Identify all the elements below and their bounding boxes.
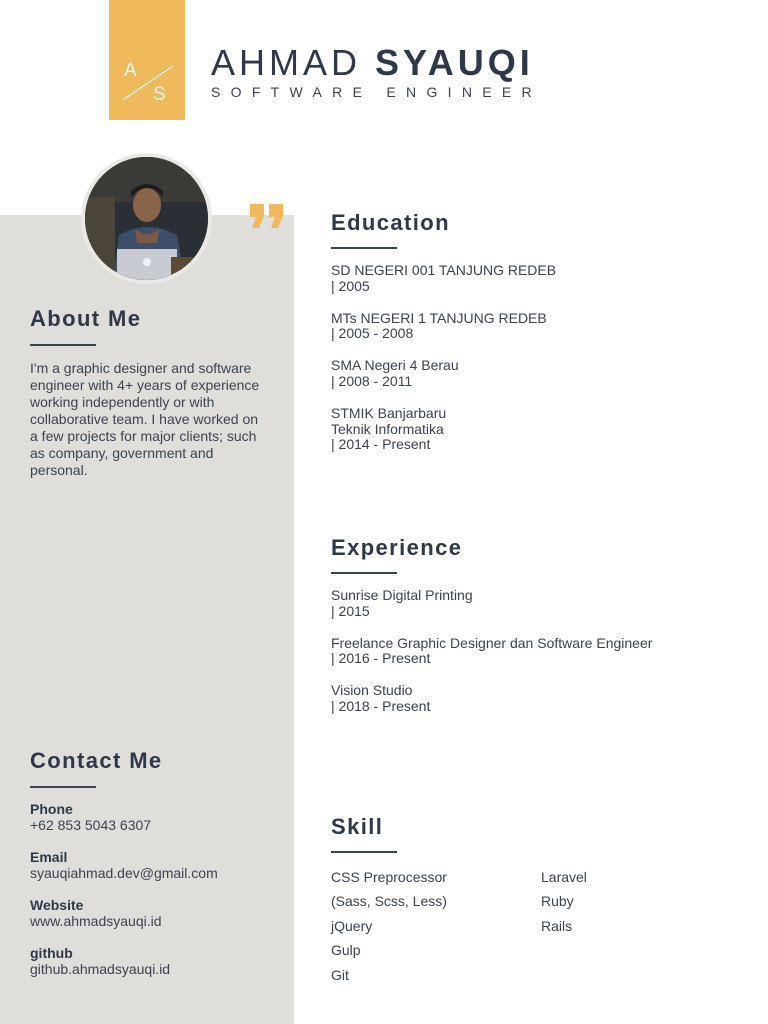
skill-item: Laravel	[541, 869, 587, 885]
contact-value: github.ahmadsyauqi.id	[30, 961, 171, 977]
skill-item: Ruby	[541, 893, 574, 910]
experience-company: Vision Studio	[331, 682, 413, 699]
contact-list	[30, 801, 280, 993]
about-divider	[30, 344, 96, 346]
education-years: | 2008 - 2011	[331, 372, 413, 389]
skill-item: CSS Preprocessor	[331, 869, 447, 885]
monogram-letter-a: A	[124, 60, 137, 81]
skill-item: Git	[331, 966, 349, 983]
education-entry	[331, 263, 751, 295]
education-title: Education	[331, 210, 450, 235]
skill-item: (Sass, Scss, Less)	[331, 893, 447, 910]
contact-item-email	[30, 849, 280, 881]
education-years: | 2005	[331, 277, 370, 294]
experience-company: Sunrise Digital Printing	[331, 587, 473, 603]
contact-label: Phone	[30, 801, 73, 817]
contact-value: +62 853 5043 6307	[30, 817, 152, 833]
experience-list	[331, 588, 751, 731]
experience-entry	[331, 588, 751, 620]
contact-value: syauqiahmad.dev@gmail.com	[30, 865, 218, 881]
education-school: STMIK Banjarbaru	[331, 404, 447, 421]
skill-item: Rails	[541, 917, 573, 934]
quote-icon	[250, 204, 284, 228]
contact-divider	[30, 786, 96, 788]
experience-divider	[331, 572, 397, 574]
about-text: I'm a graphic designer and software engineer with 4+ years of experience working independently or with collaborative team. I have worked on a few projects for major clients; such as company, government and personal.	[30, 360, 260, 478]
skill-list	[331, 865, 751, 987]
skill-column-1	[331, 865, 541, 987]
education-school: SD NEGERI 001 TANJUNG REDEB	[331, 262, 557, 278]
education-school: SMA Negeri 4 Berau	[331, 357, 459, 374]
experience-entry	[331, 636, 751, 668]
first-name: AHMAD	[211, 42, 362, 83]
skill-title: Skill	[331, 814, 384, 839]
contact-label: github	[30, 945, 73, 961]
contact-label: Email	[30, 849, 68, 865]
education-entry	[331, 358, 751, 390]
job-title: SOFTWARE ENGINEER	[211, 84, 542, 100]
avatar-photo	[85, 157, 208, 280]
skill-item: jQuery	[331, 917, 373, 934]
skill-column-2	[541, 865, 751, 987]
contact-value: www.ahmadsyauqi.id	[30, 913, 162, 929]
skill-item: Gulp	[331, 942, 361, 959]
experience-years: | 2016 - Present	[331, 650, 431, 667]
experience-title: Experience	[331, 535, 463, 560]
experience-years: | 2015	[331, 602, 370, 619]
education-list	[331, 263, 751, 469]
experience-years: | 2018 - Present	[331, 697, 431, 714]
education-major: Teknik Informatika	[331, 420, 444, 437]
contact-title: Contact Me	[30, 748, 163, 773]
avatar	[81, 153, 212, 284]
contact-item-website	[30, 897, 280, 929]
education-years: | 2005 - 2008	[331, 325, 414, 342]
about-title: About Me	[30, 306, 142, 331]
experience-company: Freelance Graphic Designer dan Software Engineer	[331, 634, 653, 651]
education-entry	[331, 311, 751, 343]
last-name: SYAUQI	[375, 42, 534, 83]
education-years: | 2014 - Present	[331, 436, 431, 453]
contact-item-phone	[30, 801, 280, 833]
skill-divider	[331, 851, 397, 853]
monogram-logo	[109, 0, 185, 120]
contact-item-github	[30, 945, 280, 977]
education-divider	[331, 247, 397, 249]
monogram-letter-s: S	[153, 84, 166, 105]
contact-label: Website	[30, 897, 84, 913]
name-heading	[211, 42, 534, 84]
education-entry	[331, 406, 751, 453]
education-school: MTs NEGERI 1 TANJUNG REDEB	[331, 309, 547, 326]
experience-entry	[331, 683, 751, 715]
